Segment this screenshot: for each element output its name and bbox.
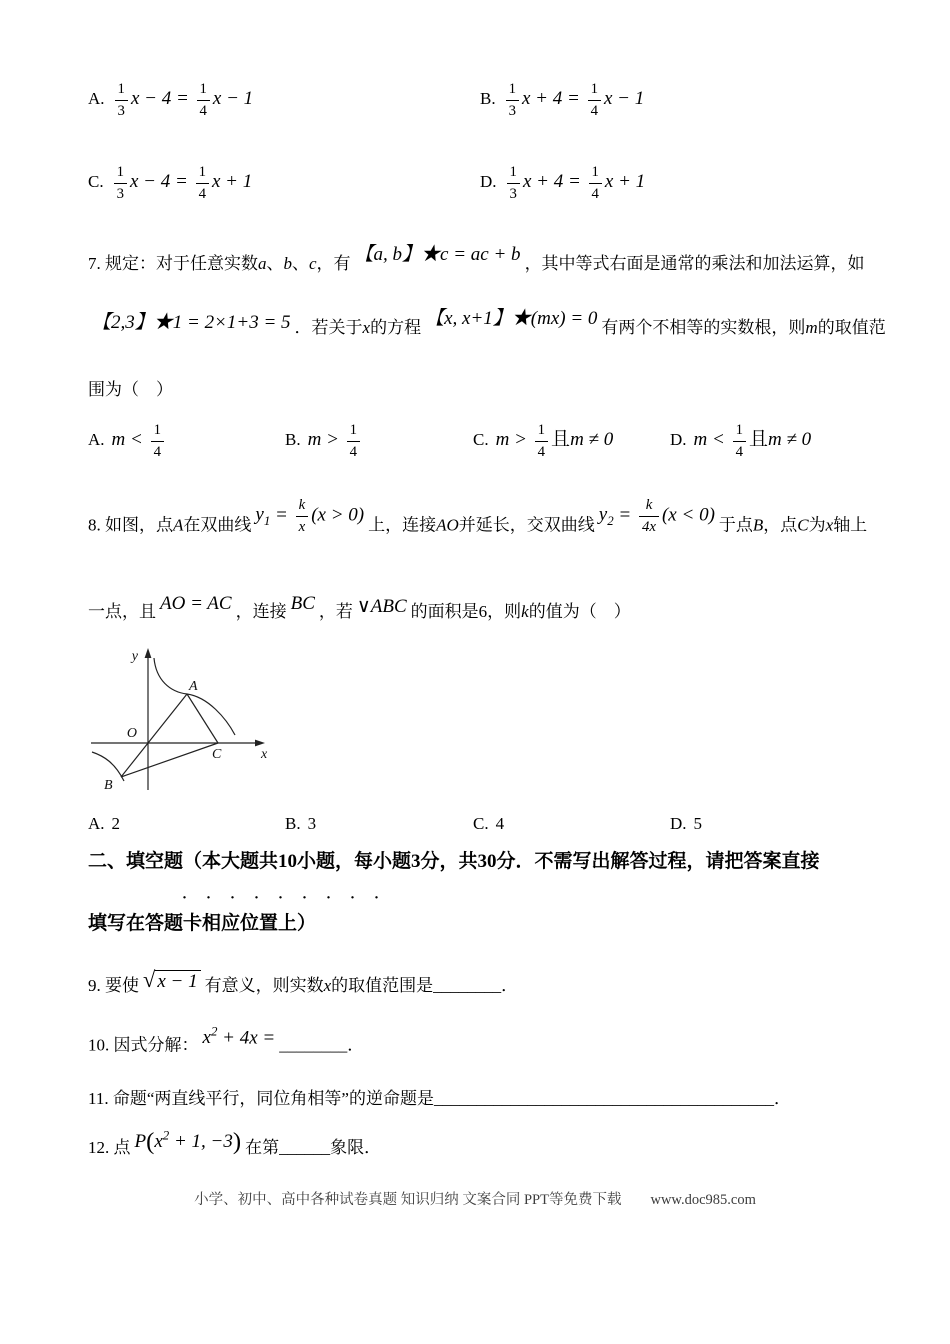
seg-math: = [270,504,293,526]
seg-frac: $\frac{1}{4}$ [535,421,548,461]
seg-text: 为 [808,515,826,535]
seg-math: = [613,504,636,526]
seg-text: ________ [433,976,502,995]
seg-chunk [425,305,597,333]
line-ac [187,694,218,743]
option-label: D. [670,814,687,833]
q9-text [88,968,518,1001]
q6-option-c [88,163,252,203]
seg-text: 的面积是6，则 [410,602,522,621]
seg-text: ，其中等式右面是通常的乘法和加法运算，如 [524,254,865,273]
seg-math: B [752,515,764,535]
q6-option-d [480,163,645,203]
seg-chunk [203,1023,276,1052]
seg-chunk [599,496,715,536]
seg-math: AO [436,515,459,535]
seg-chunk [135,1124,242,1160]
section2-header-line2: 填写在答题卡相应位置上） [88,913,317,934]
q7-option-d [670,421,811,461]
seg-frac: $\frac{1}{4}$ [197,80,210,120]
q8-line1 [88,497,868,546]
seg-math: m [805,318,818,337]
option-label: A. [88,89,105,109]
seg-text: 轴上 [833,515,868,535]
option-label: C. [88,172,104,192]
seg-math: x [323,976,332,995]
seg-math: AO = AC [160,593,232,614]
seg-text: ________ [279,1035,348,1055]
seg-frac: $\frac{k}{x}$ [296,496,309,536]
option-label: B. [480,89,496,109]
hyperbola-figure [88,648,273,800]
seg-math: + 4x = [217,1027,276,1049]
seg-text: 围为（ ） [88,380,173,399]
seg-math: C [797,515,809,535]
seg-text: 、 [292,254,309,273]
seg-frac: $\frac{1}{4}$ [347,421,360,461]
q7-line3 [88,378,173,403]
seg-text: ，若 [318,602,353,621]
q10-text [88,1024,365,1059]
seg-text: ，有 [316,254,351,273]
option-formula [111,422,167,460]
emphasis-dots: ········· [182,890,399,906]
footer-text: 小学、初中、高中各种试卷真题 知识归纳 文案合同 PPT等免费下载 www.doc985.com [194,1192,756,1208]
seg-math: x + 4 = [522,171,586,193]
option-value: 3 [307,814,317,833]
option-label: C. [473,814,489,833]
seg-math: a [258,254,267,273]
seg-math: + 1, −3 [169,1131,233,1152]
seg-math: k [521,602,529,621]
seg-paren: ) [232,1128,242,1155]
seg-frac: $\frac{1}{4}$ [733,421,746,461]
seg-sup: $x^2$ [202,1024,218,1049]
seg-math: x + 4 = [522,88,585,110]
seg-text: 且 [748,429,768,451]
point-c-label: C [212,747,222,762]
y-axis-label: y [131,649,138,664]
seg-text: 且 [551,429,571,451]
q8-option-b [285,812,316,837]
seg-chunk [92,309,291,337]
seg-sqrt: √ x − 1 [143,964,201,997]
q7-option-c [473,421,613,461]
seg-text: 的方程 [370,318,422,337]
seg-chunk [160,590,232,618]
seg-text: 8. 如图，点 [88,515,173,535]
seg-text: ，点 [763,515,798,535]
seg-chunk [355,241,521,269]
seg-frac: $\frac{1}{4}$ [589,163,602,203]
seg-math: x − 1 [212,88,254,110]
seg-math: m ≠ 0 [768,429,812,451]
seg-paren: ( [146,1128,155,1155]
option-label: D. [480,172,497,192]
seg-math: m < [693,429,730,451]
seg-math: P [134,1131,147,1152]
seg-text: 10. 因式分解： [88,1035,199,1055]
option-label: A. [88,814,105,833]
seg-frac: $\frac{1}{4}$ [588,80,601,120]
seg-math: 【a, b】★c = ac + b [354,244,521,265]
line-bc [121,743,218,777]
seg-math: b [283,254,292,273]
seg-text: 在双曲线 [183,515,252,535]
seg-math: m ≠ 0 [570,429,614,451]
seg-math: (x < 0) [661,504,715,526]
seg-math: x [825,515,834,535]
seg-text: ．若关于 [294,318,363,337]
seg-math: x − 4 = [130,88,194,110]
seg-text: ． [347,1035,365,1055]
q7-line2 [88,308,886,342]
seg-chunk [357,593,407,621]
option-formula [504,164,646,202]
seg-text: 12. 点 [88,1138,131,1157]
option-formula [111,164,253,202]
seg-math: BC [290,593,315,614]
seg-frac: $\frac{1}{4}$ [151,421,164,461]
seg-text: 并延长，交双曲线 [458,515,595,535]
option-label: B. [285,814,301,833]
seg-text: 11. 命题“两直线平行，同位角相等”的逆命题是 [88,1089,434,1108]
x-axis-arrow [255,740,265,747]
seg-sub: $y_1$ [255,504,271,529]
option-formula [693,422,812,460]
q7-line1 [88,244,865,278]
seg-math: c [309,254,317,273]
seg-math: x + 1 [211,171,253,193]
q7-option-b [285,421,363,461]
seg-math: m > [307,429,344,451]
hyperbola-branch-2 [92,752,124,781]
seg-text: 、 [266,254,284,273]
seg-math: 【2,3】★1 = 2×1+3 = 5 [92,312,291,333]
option-value: 5 [693,814,703,833]
seg-frac: $\frac{1}{3}$ [115,80,128,120]
option-value: 4 [495,814,505,833]
seg-math: x [362,318,371,337]
seg-math: A [173,515,184,535]
seg-math: x − 4 = [130,171,193,193]
point-a-label: A [189,679,198,694]
section2-header-line1: 二、填空题（本大题共10小题，每小题3分，共30分．不需写出解答过程，请把答案直接 [88,851,820,872]
seg-text: 的取值范 [817,318,886,337]
y-axis-arrow [145,648,152,658]
q7-option-a [88,421,167,461]
q8-figure [88,648,273,805]
option-label: B. [285,430,301,450]
seg-text: 有两个不相等的实数根，则 [601,318,806,337]
seg-text: ． [773,1089,791,1108]
seg-text: 7. 规定：对于任意实数 [88,254,258,273]
q8-option-d [670,812,702,837]
seg-text: 一点，且 [88,602,156,621]
seg-math: (x > 0) [311,504,365,526]
hyperbola-branch-1 [154,658,235,735]
seg-text: 有意义，则实数 [204,976,324,995]
option-label: A. [88,430,105,450]
seg-sub: $y_2$ [598,504,614,529]
q12-text [88,1127,382,1166]
seg-text: 于点 [718,515,753,535]
option-formula [503,81,645,119]
seg-frac: $\frac{1}{3}$ [114,163,127,203]
point-b-label: B [104,778,113,793]
option-formula [495,422,614,460]
q6-option-a [88,80,253,120]
seg-text: 在第 [245,1138,280,1157]
seg-text: ，连接 [235,602,287,621]
seg-text: 9. 要使 [88,976,139,995]
seg-math: m > [495,429,532,451]
seg-text: ________________________________________ [433,1089,774,1108]
q8-option-a [88,812,120,837]
seg-chunk [255,496,364,536]
seg-text: 的值为（ ） [528,602,631,621]
seg-text: ______ [279,1138,331,1157]
seg-text: 的取值范围是 [331,976,434,995]
seg-chunk [143,964,201,997]
seg-sup: $x^2$ [154,1127,170,1152]
option-value: 2 [111,814,121,833]
option-label: D. [670,430,687,450]
seg-text: 上，连接 [368,515,437,535]
seg-math: ∨ABC [356,596,407,617]
seg-frac: $\frac{1}{4}$ [196,163,209,203]
option-formula [307,422,363,460]
seg-math: m < [111,429,148,451]
x-axis-label: x [261,747,268,762]
seg-math: x + 1 [604,171,646,193]
seg-math: 【x, x+1】★(mx) = 0 [425,308,598,329]
seg-text: ． [501,976,519,995]
option-label: C. [473,430,489,450]
seg-math: x − 1 [603,88,645,110]
q11-text [88,1087,791,1112]
origin-label: O [126,726,137,741]
seg-chunk [291,590,315,618]
option-formula [112,81,254,119]
seg-frac: $\frac{1}{3}$ [506,80,519,120]
q6-option-b [480,80,644,120]
seg-text: 象限． [330,1138,382,1157]
q8-line2 [88,593,631,626]
q8-option-c [473,812,504,837]
seg-frac: $\frac{1}{3}$ [507,163,520,203]
seg-frac: $\frac{k}{4x}$ [639,496,659,536]
